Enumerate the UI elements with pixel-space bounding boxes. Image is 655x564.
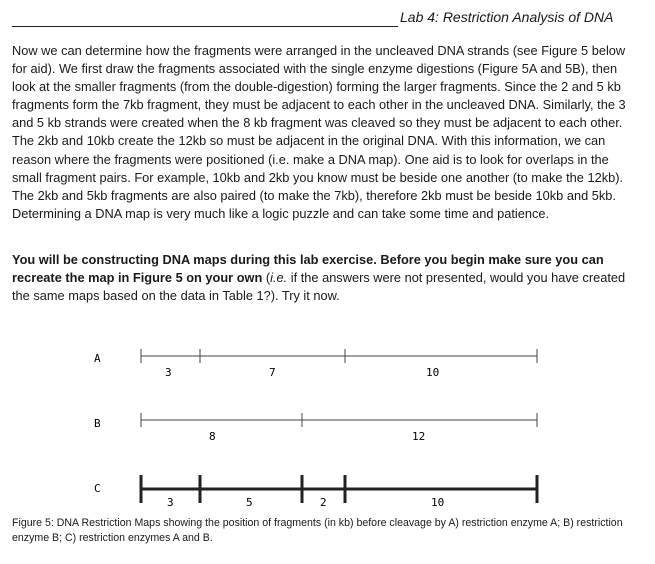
map-label-a: A: [94, 352, 101, 365]
map-b-fragment-label-12: 12: [412, 430, 426, 443]
map-c: [94, 475, 537, 509]
instruction-bold-text: You will be constructing DNA maps during this lab exercise. Before you begin make sure you can recreate the map in Figure 5 on your own: [12, 252, 604, 286]
map-c-fragment-label-2: 2: [320, 496, 327, 509]
map-c-fragment-label-10: 10: [431, 496, 445, 509]
map-label-b: B: [94, 417, 101, 430]
header-title: Lab 4: Restriction Analysis of DNA: [400, 9, 614, 25]
instruction-rest-text: if the answers were not presented, would you have created the same maps based on the data in Table 1?). Try it now.: [12, 270, 626, 304]
map-b-fragment-label-8: 8: [209, 430, 216, 443]
map-a-fragment-label-10: 10: [426, 366, 440, 379]
instruction-italic-text: i.e.: [270, 270, 288, 286]
figure-caption: Figure 5: DNA Restriction Maps showing the position of fragments (in kb) before cleavage by A) restriction enzyme A; B) restriction enzyme B; C) restriction enzymes A and B.: [12, 517, 623, 544]
map-a: [94, 349, 537, 379]
map-label-c: C: [94, 482, 101, 495]
explanation-paragraph: Now we can determine how the fragments were arranged in the uncleaved DNA strands (see Figure 5 below for aid). We first draw the fragments associated with the single enzyme digestions (Figure 5A and 5B), then look at the smaller fragments (from the double-digestion) forming the larger fragments. Since the 2 and 5 kb fragments form the 7kb fragment, they must be adjacent to each other in the uncleaved DNA. Similarly, the 3 and 5 kb strands were created when the 8 kb fragment was cleaved so they must be adjacent to each other. The 2kb and 10kb create the 12kb so must be adjacent in the original DNA. With this information, we can reason where the fragments were positioned (i.e. make a DNA map). One aid is to look for overlaps in the small fragment pairs. For example, 10kb and 2kb you know must be beside one another (to make the 12kb). The 2kb and 5kb fragments are also paired (to make the 7kb), therefore 2kb must be beside 10kb and 5kb. Determining a DNA map is very much like a logic puzzle and can take some time and patience.: [12, 43, 626, 221]
map-a-fragment-label-7: 7: [269, 366, 276, 379]
map-b: [94, 413, 537, 443]
map-c-fragment-label-3: 3: [167, 496, 174, 509]
map-a-fragment-label-3: 3: [165, 366, 172, 379]
map-c-fragment-label-5: 5: [246, 496, 253, 509]
instruction-paren-open: (: [262, 270, 271, 286]
